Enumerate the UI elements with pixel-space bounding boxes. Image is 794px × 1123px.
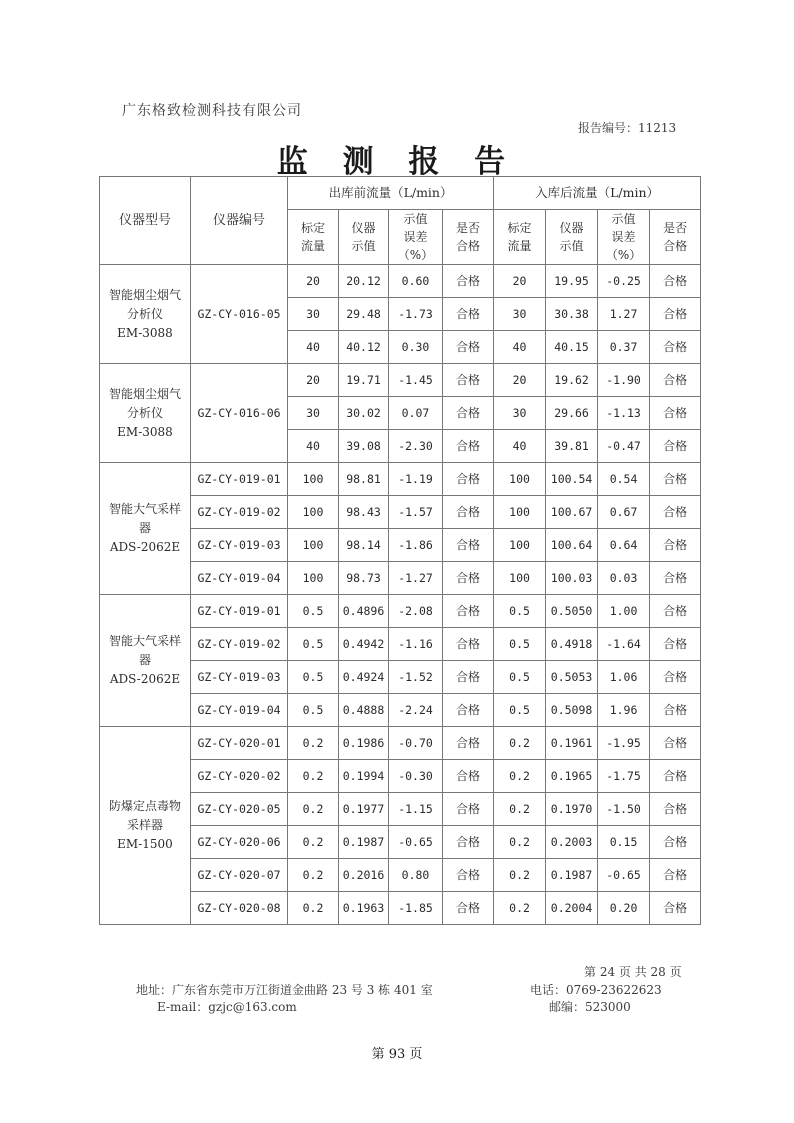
table-cell: -0.65 [389,826,443,859]
table-cell: -1.86 [389,529,443,562]
table-cell: 合格 [650,298,701,331]
table-cell: 0.2 [288,826,339,859]
table-cell: 0.5 [494,595,546,628]
table-cell: 0.2 [288,892,339,925]
table-row [100,529,701,562]
group-in-header: 入库后流量（L/min） [494,177,701,210]
table-cell: 合格 [650,727,701,760]
table-cell: -1.45 [389,364,443,397]
table-row [100,694,701,727]
table-cell: 98.73 [339,562,389,595]
table-cell: 合格 [443,364,494,397]
table-cell: 合格 [443,265,494,298]
table-cell: GZ-CY-019-03 [191,529,288,562]
table-cell: 30 [288,298,339,331]
table-cell: 40 [494,430,546,463]
table-cell: 合格 [650,628,701,661]
table-cell: 100 [494,496,546,529]
table-cell: 0.2003 [546,826,598,859]
table-cell: 20.12 [339,265,389,298]
table-cell: 合格 [650,859,701,892]
company-name: 广东格致检测科技有限公司 [122,103,302,119]
table-cell: -0.70 [389,727,443,760]
table-cell: -1.52 [389,661,443,694]
table-cell: 100 [288,562,339,595]
table-cell: 0.30 [389,331,443,364]
table-cell: 合格 [650,397,701,430]
table-cell: 19.62 [546,364,598,397]
table-cell: GZ-CY-019-01 [191,595,288,628]
address: 地址：广东省东莞市万江街道金曲路 23 号 3 栋 401 室 [136,983,433,997]
table-cell: 0.5 [288,694,339,727]
table-cell: 合格 [650,595,701,628]
table-cell: 30 [494,298,546,331]
table-cell: 30.38 [546,298,598,331]
table-cell: GZ-CY-019-02 [191,496,288,529]
table-cell: -1.15 [389,793,443,826]
table-cell: 0.5 [494,694,546,727]
table-cell: 0.5 [494,628,546,661]
table-cell: 0.2 [494,760,546,793]
table-cell: 100 [288,496,339,529]
col-model-header: 仪器型号 [100,177,191,265]
table-cell: 100 [494,463,546,496]
col-id-header: 仪器编号 [191,177,288,265]
table-cell: 0.5050 [546,595,598,628]
table-row [100,892,701,925]
table-cell: 合格 [443,595,494,628]
table-cell: 合格 [443,661,494,694]
calibration-table [99,176,701,925]
table-cell: 0.2004 [546,892,598,925]
table-row [100,760,701,793]
table-row [100,463,701,496]
table-cell: 合格 [443,463,494,496]
table-cell: 100 [494,529,546,562]
table-cell: 合格 [650,265,701,298]
instrument-model-cell: 智能大气采样 器 ADS-2062E [100,463,191,595]
table-cell: 39.08 [339,430,389,463]
table-cell: 30.02 [339,397,389,430]
table-cell: 0.2 [494,727,546,760]
table-cell: 0.15 [598,826,650,859]
table-cell: -1.13 [598,397,650,430]
table-head [100,177,701,265]
table-row [100,661,701,694]
sub-header-cell: 是否 合格 [443,210,494,265]
table-cell: 0.2 [288,760,339,793]
table-cell: 98.43 [339,496,389,529]
table-cell: 合格 [443,529,494,562]
table-cell: 0.1987 [546,859,598,892]
table-cell: 合格 [650,463,701,496]
table-cell: 合格 [650,793,701,826]
table-cell: 98.14 [339,529,389,562]
table-cell: GZ-CY-019-04 [191,562,288,595]
table-cell: 合格 [443,496,494,529]
table-cell: GZ-CY-020-08 [191,892,288,925]
table-cell: 30 [288,397,339,430]
table-cell: 合格 [443,727,494,760]
table-cell: 40 [288,430,339,463]
table-cell: 0.60 [389,265,443,298]
table-cell: 合格 [443,826,494,859]
table-cell: -0.30 [389,760,443,793]
table-cell: 合格 [443,793,494,826]
instrument-model-cell: 智能烟尘烟气 分析仪 EM-3088 [100,364,191,463]
table-cell: -1.19 [389,463,443,496]
table-cell: 0.2 [288,727,339,760]
postcode: 邮编：523000 [549,1000,631,1014]
sub-header-cell: 仪器 示值 [339,210,389,265]
table-cell: 0.4924 [339,661,389,694]
table-cell: 29.48 [339,298,389,331]
table-cell: 合格 [650,562,701,595]
table-cell: -0.47 [598,430,650,463]
table-cell: 0.1994 [339,760,389,793]
table-cell: -1.50 [598,793,650,826]
table-cell: -0.65 [598,859,650,892]
table-cell: 29.66 [546,397,598,430]
table-cell: 0.4918 [546,628,598,661]
table-cell: 合格 [650,826,701,859]
table-cell: 1.27 [598,298,650,331]
table-cell: 100.03 [546,562,598,595]
table-cell: 0.1961 [546,727,598,760]
table-row [100,265,701,298]
table-cell: -1.73 [389,298,443,331]
sub-header-cell: 标定 流量 [494,210,546,265]
table-cell: 合格 [650,760,701,793]
table-cell: 0.2 [494,859,546,892]
table-cell: 0.03 [598,562,650,595]
table-cell: GZ-CY-020-02 [191,760,288,793]
table-cell: 0.2 [494,793,546,826]
table-cell: 0.4888 [339,694,389,727]
table-cell: -1.85 [389,892,443,925]
table-cell: 0.5 [288,628,339,661]
table-row [100,595,701,628]
table-row [100,562,701,595]
table-cell: 19.95 [546,265,598,298]
table-cell: 20 [494,265,546,298]
table-cell: GZ-CY-019-02 [191,628,288,661]
table-cell: 合格 [650,661,701,694]
table-cell: -1.57 [389,496,443,529]
table-cell: 0.2 [288,793,339,826]
table-cell: 100 [288,463,339,496]
table-cell: 合格 [443,430,494,463]
table-cell: -2.30 [389,430,443,463]
table-cell: 合格 [443,892,494,925]
instrument-id-cell: GZ-CY-016-05 [191,265,288,364]
table-cell: 0.07 [389,397,443,430]
table-cell: 0.1970 [546,793,598,826]
table-cell: 0.2 [494,826,546,859]
sub-header-cell: 仪器 示值 [546,210,598,265]
table-cell: 40 [494,331,546,364]
table-cell: 40.15 [546,331,598,364]
table-cell: 1.00 [598,595,650,628]
table-cell: 100.67 [546,496,598,529]
page-of-count: 第 24 页 共 28 页 [584,965,682,979]
table-cell: GZ-CY-019-04 [191,694,288,727]
table-cell: GZ-CY-020-01 [191,727,288,760]
table-cell: 39.81 [546,430,598,463]
table-cell: 0.1963 [339,892,389,925]
table-cell: GZ-CY-019-01 [191,463,288,496]
table-cell: -1.95 [598,727,650,760]
table-row [100,826,701,859]
table-cell: -1.90 [598,364,650,397]
table-cell: GZ-CY-020-06 [191,826,288,859]
table-cell: GZ-CY-020-07 [191,859,288,892]
table-cell: -2.24 [389,694,443,727]
table-row [100,364,701,397]
table-cell: 100 [288,529,339,562]
table-cell: -1.27 [389,562,443,595]
table-cell: 0.37 [598,331,650,364]
sub-header-cell: 示值 误差（%） [598,210,650,265]
table-cell: 0.54 [598,463,650,496]
table-cell: 合格 [650,364,701,397]
table-cell: -1.16 [389,628,443,661]
table-cell: 0.5 [494,661,546,694]
document-title: 监 测 报 告 [276,144,518,180]
instrument-model-cell: 智能大气采样 器 ADS-2062E [100,595,191,727]
group-out-header: 出库前流量（L/min） [288,177,494,210]
table-cell: 0.1977 [339,793,389,826]
table-cell: 合格 [650,694,701,727]
sub-header-cell: 是否 合格 [650,210,701,265]
table-cell: 0.2016 [339,859,389,892]
table-cell: 1.96 [598,694,650,727]
table-cell: 0.5098 [546,694,598,727]
email: E-mail：gzjc@163.com [157,1000,297,1014]
table-cell: 合格 [650,892,701,925]
sub-header-cell: 示值 误差（%） [389,210,443,265]
table-row [100,496,701,529]
table-cell: 0.2 [494,892,546,925]
table-cell: 0.1987 [339,826,389,859]
table-row [100,793,701,826]
instrument-id-cell: GZ-CY-016-06 [191,364,288,463]
table-row [100,727,701,760]
table-cell: 0.5 [288,595,339,628]
table-cell: 合格 [650,529,701,562]
table-cell: 98.81 [339,463,389,496]
report-number: 报告编号：11213 [578,121,677,135]
table-cell: 0.20 [598,892,650,925]
table-cell: 合格 [443,628,494,661]
table-cell: -2.08 [389,595,443,628]
table-cell: -0.25 [598,265,650,298]
table-cell: 20 [494,364,546,397]
table-row [100,628,701,661]
instrument-model-cell: 智能烟尘烟气 分析仪 EM-3088 [100,265,191,364]
table-cell: 合格 [443,694,494,727]
table-cell: 0.64 [598,529,650,562]
table-cell: 0.2 [288,859,339,892]
table-row [100,859,701,892]
table-cell: 30 [494,397,546,430]
table-cell: GZ-CY-019-03 [191,661,288,694]
sub-header-cell: 标定 流量 [288,210,339,265]
table-cell: 100.54 [546,463,598,496]
table-cell: 合格 [650,496,701,529]
table-cell: 40.12 [339,331,389,364]
table-cell: 100.64 [546,529,598,562]
table-cell: 合格 [443,760,494,793]
table-body [100,265,701,925]
table-cell: 合格 [443,298,494,331]
table-cell: 合格 [650,331,701,364]
table-cell: 40 [288,331,339,364]
table-cell: 0.80 [389,859,443,892]
phone: 电话：0769-23622623 [530,983,662,997]
table-cell: -1.75 [598,760,650,793]
table-cell: 100 [494,562,546,595]
table-cell: 20 [288,364,339,397]
table-cell: 0.5 [288,661,339,694]
table-cell: 0.4942 [339,628,389,661]
instrument-model-cell: 防爆定点毒物 采样器 EM-1500 [100,727,191,925]
table-cell: 19.71 [339,364,389,397]
table-cell: 0.4896 [339,595,389,628]
table-cell: 0.5053 [546,661,598,694]
table-cell: 合格 [443,859,494,892]
table-cell: -1.64 [598,628,650,661]
table-cell: 合格 [650,430,701,463]
table-cell: 20 [288,265,339,298]
table-cell: 合格 [443,331,494,364]
page-number: 第 93 页 [371,1047,423,1062]
table-cell: 0.1986 [339,727,389,760]
table-cell: 合格 [443,562,494,595]
table-cell: 合格 [443,397,494,430]
table-cell: 1.06 [598,661,650,694]
table-cell: 0.67 [598,496,650,529]
table-cell: 0.1965 [546,760,598,793]
table-cell: GZ-CY-020-05 [191,793,288,826]
